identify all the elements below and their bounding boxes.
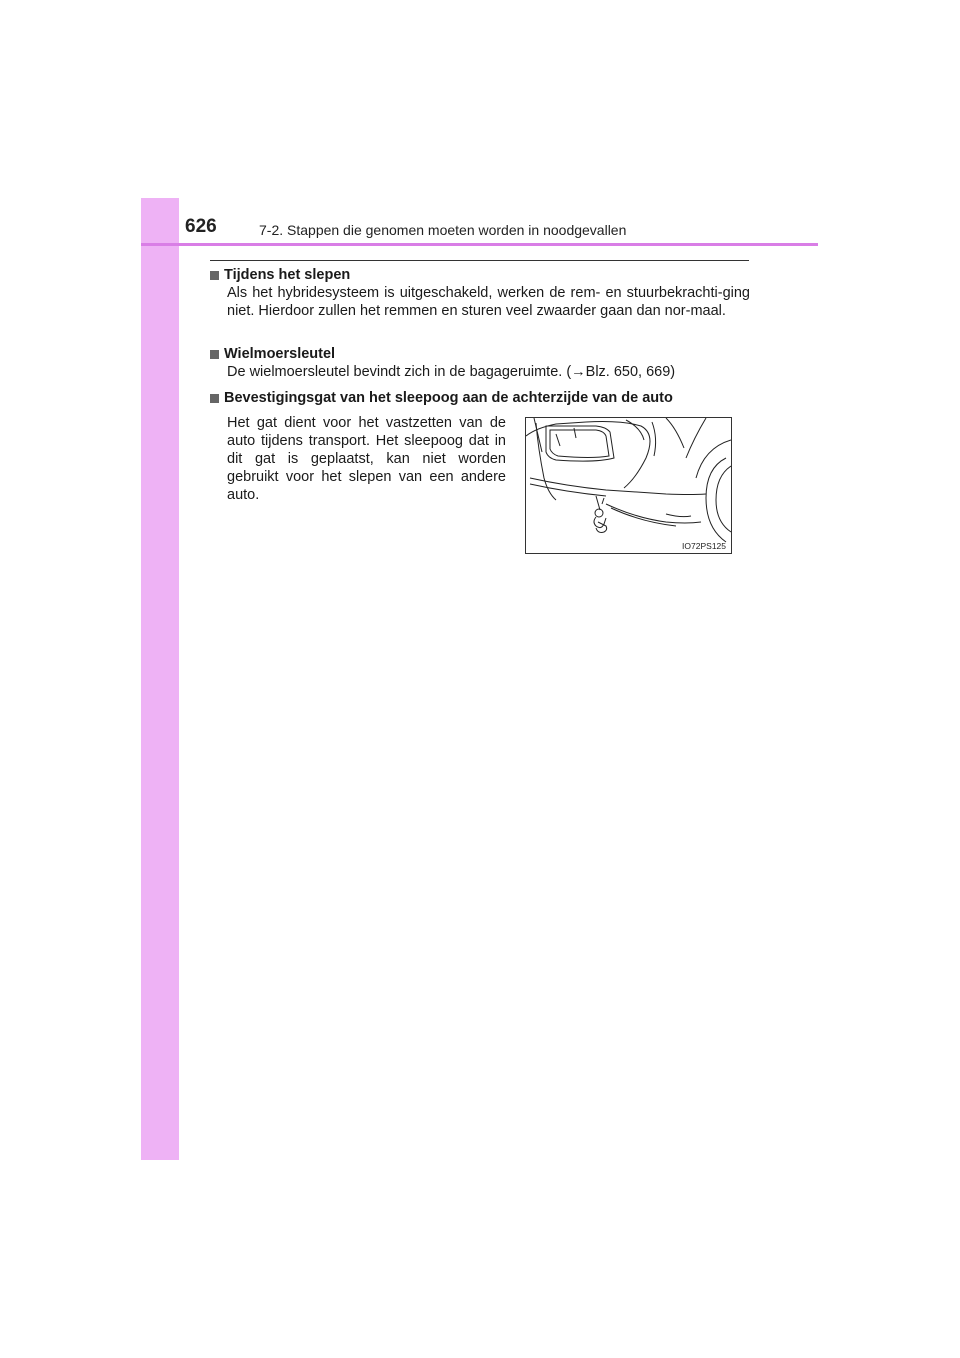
figure-code: IO72PS125 bbox=[682, 541, 726, 551]
heading-text: Bevestigingsgat van het sleepoog aan de achterzijde van de auto bbox=[224, 390, 673, 406]
section-title: 7-2. Stappen die genomen moeten worden in noodgevallen bbox=[259, 222, 627, 238]
content-rule bbox=[210, 260, 749, 261]
section-heading bbox=[210, 345, 750, 363]
header-rule bbox=[141, 243, 818, 246]
heading-text: Wielmoersleutel bbox=[224, 346, 336, 362]
section-heading bbox=[210, 266, 750, 284]
square-bullet-icon bbox=[210, 271, 219, 280]
square-bullet-icon bbox=[210, 350, 219, 359]
section-tow-eye-hole bbox=[210, 389, 750, 407]
section-paragraph: De wielmoersleutel bevindt zich in de bagageruimte. (→Blz. 650, 669) bbox=[227, 364, 676, 380]
chapter-side-tab bbox=[141, 198, 179, 1160]
section-paragraph: Als het hybridesysteem is uitgeschakeld, werken de rem- en stuurbekrachti-ging niet. Hierdoor zullen het remmen en sturen veel zwaarder gaan dan nor-maal. bbox=[227, 285, 750, 319]
section-towing bbox=[210, 266, 750, 320]
page-number: 626 bbox=[185, 216, 217, 237]
tow-eye-illustration bbox=[525, 417, 732, 554]
tow-eye-description: Het gat dient voor het vastzetten van de auto tijdens transport. Het sleepoog dat in dit gat is geplaatst, kan niet worden gebruikt voor het slepen van een andere auto. bbox=[227, 415, 506, 503]
heading-text: Tijdens het slepen bbox=[224, 267, 351, 283]
rear-bumper-drawing bbox=[526, 418, 731, 553]
square-bullet-icon bbox=[210, 394, 219, 403]
section-heading bbox=[210, 389, 750, 407]
section-wheel-wrench bbox=[210, 345, 750, 381]
